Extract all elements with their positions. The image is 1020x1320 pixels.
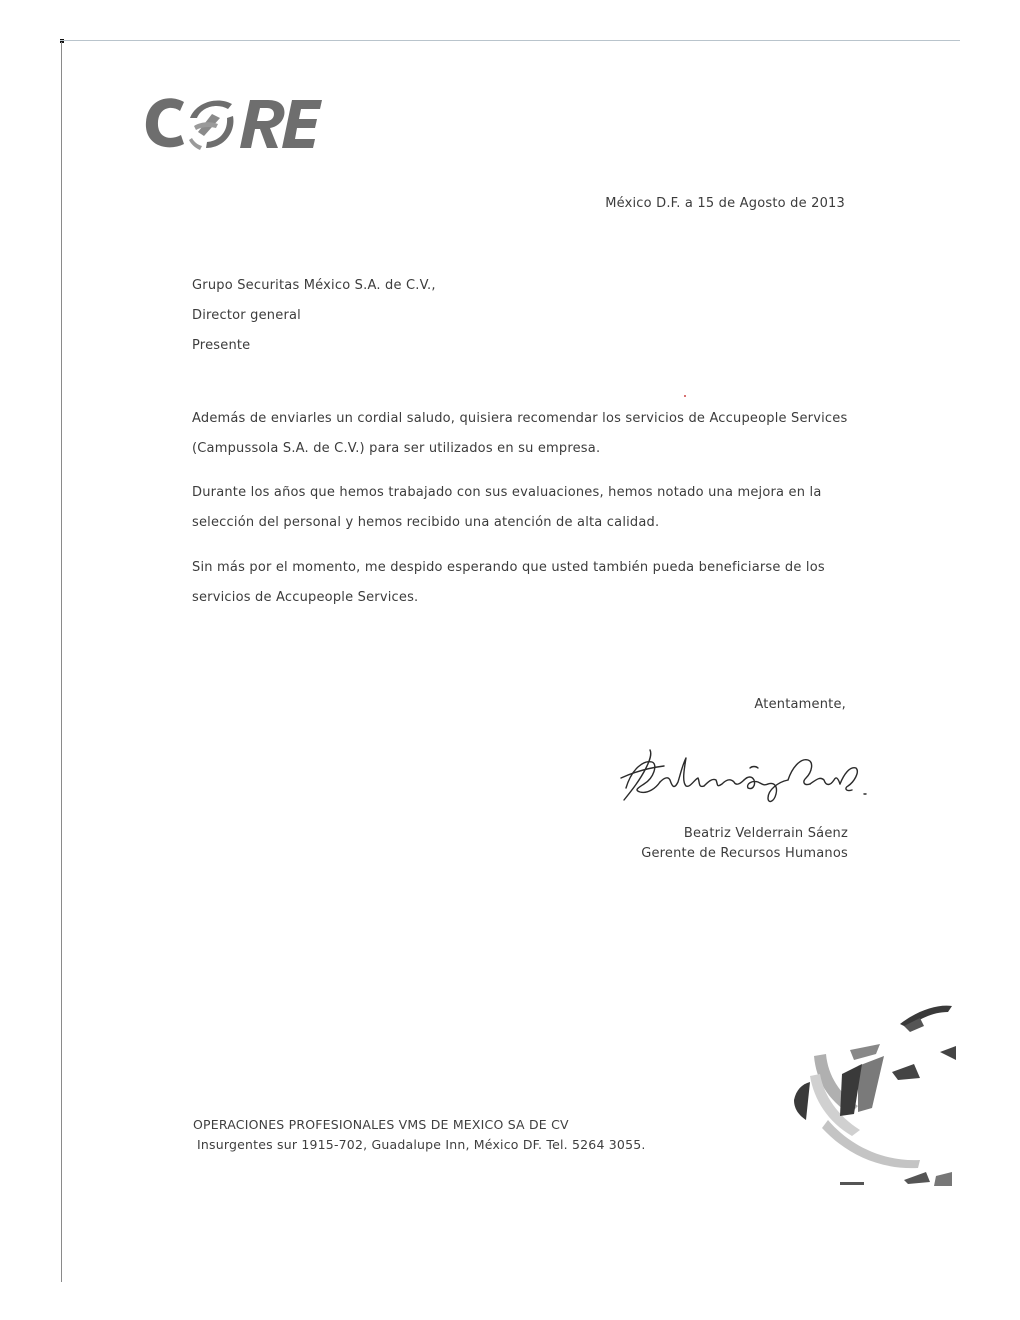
core-emblem-icon xyxy=(780,996,960,1192)
footer-company: OPERACIONES PROFESIONALES VMS DE MEXICO SA DE CV xyxy=(193,1117,569,1132)
recipient-title: Director general xyxy=(192,308,301,323)
scan-left-border xyxy=(61,42,62,1282)
paragraph-1-line-2: (Campussola S.A. de C.V.) para ser utilizados en su empresa. xyxy=(192,441,601,456)
signer-role: Gerente de Recursos Humanos xyxy=(641,846,848,861)
paragraph-1-line-1: Además de enviarles un cordial saludo, quisiera recomendar los servicios de Accupeople Services xyxy=(192,411,848,426)
scan-speck xyxy=(684,395,686,397)
letter-closing: Atentamente, xyxy=(754,697,846,712)
paragraph-3-line-2: servicios de Accupeople Services. xyxy=(192,590,419,605)
core-logo-icon xyxy=(140,88,325,158)
footer-address: Insurgentes sur 1915-702, Guadalupe Inn, México DF. Tel. 5264 3055. xyxy=(197,1137,646,1152)
recipient-company: Grupo Securitas México S.A. de C.V., xyxy=(192,278,436,293)
handwritten-signature xyxy=(618,738,888,818)
paragraph-2-line-2: selección del personal y hemos recibido una atención de alta calidad. xyxy=(192,515,660,530)
paragraph-3-line-1: Sin más por el momento, me despido esperando que usted también pueda beneficiarse de los xyxy=(192,560,825,575)
recipient-salutation: Presente xyxy=(192,338,251,353)
letter-date: México D.F. a 15 de Agosto de 2013 xyxy=(605,196,845,211)
signer-name: Beatriz Velderrain Sáenz xyxy=(683,826,848,841)
scan-top-border xyxy=(60,40,960,41)
paragraph-2-line-1: Durante los años que hemos trabajado con sus evaluaciones, hemos notado una mejora en la xyxy=(192,485,822,500)
